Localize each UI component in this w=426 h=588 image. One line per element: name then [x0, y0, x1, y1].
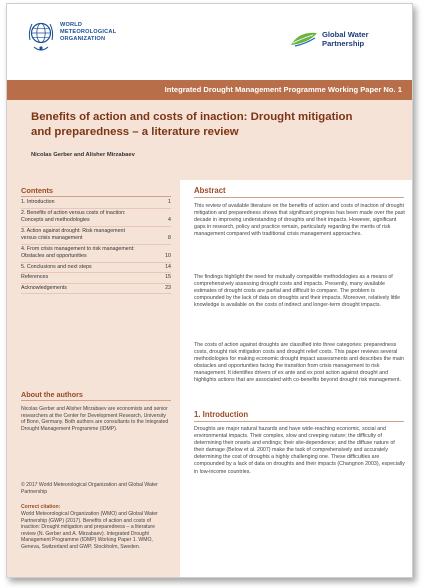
toc-item-page: 8 — [168, 235, 171, 242]
working-paper-band: Integrated Drought Management Programme Working Paper No. 1 — [7, 80, 413, 100]
sidebar-panel — [7, 180, 180, 578]
introduction-heading: 1. Introduction — [194, 410, 249, 419]
toc-item[interactable] — [21, 227, 171, 245]
abstract-paragraph: The findings highlight the need for mutually compatible methodologies as a means of comprehensively assessing drought costs and impacts. Presently, many available estimates of drought costs are partial and difficult to compare. The problem is compounded by the lack of data on droughts and their impacts. Moreover, relatively little knowledge is available on the costs of indirect and longer-term drought impacts. — [194, 274, 401, 309]
divider — [21, 196, 171, 197]
toc-item[interactable] — [21, 273, 171, 284]
toc-item-page: 23 — [165, 284, 171, 291]
table-of-contents — [21, 198, 171, 294]
wmo-logo-line: WORLD — [60, 22, 83, 28]
toc-item-page: 14 — [165, 263, 171, 270]
divider — [194, 197, 404, 198]
document-page — [6, 3, 413, 578]
gwp-logo — [289, 30, 369, 48]
about-text: Nicolas Gerber and Alisher Mirzabaev are economists and senior researchers at the Center for Development Research, University of Bonn, Germany. Both authors are consultants to the Integrated Drought Management Programme (IDMP). — [21, 406, 169, 432]
divider — [21, 400, 171, 401]
gwp-logo-text — [322, 30, 369, 48]
title-line: and preparedness – a literature review — [31, 126, 239, 138]
toc-item[interactable] — [21, 263, 171, 274]
contents-heading: Contents — [21, 186, 54, 195]
toc-item[interactable] — [21, 198, 171, 209]
wmo-logo-text — [60, 22, 116, 43]
abstract-paragraph: This review of available literature on the benefits of action and costs of inaction of drought mitigation and preparedness shows that significant progress has been made over the past decade in improving understanding of droughts and their impacts. However, significant gaps in research, policy and practice remain, particularly regarding the merits of risk management compared with traditional crisis management approaches. — [194, 203, 405, 238]
toc-item-label: References — [21, 274, 49, 281]
toc-item-label: Acknowledgements — [21, 284, 67, 291]
authors: Nicolas Gerber and Alisher Mirzabaev — [31, 152, 135, 158]
title-block — [7, 100, 413, 180]
toc-item-label: 5. Conclusions and next steps — [21, 263, 92, 270]
toc-item-page: 15 — [165, 274, 171, 281]
introduction-paragraph: Droughts are major natural hazards and have wide-reaching economic, social and environmental impacts. Their complex, slow and creeping nature; the difficulty of determining their onsets and endings; their site-dependence; and the diffuse nature of their damage (Below et al. 2007) make the task of comprehensively and accurately determining the cost of droughts a highly challenging one. These difficulties are compounded by a lack of data on droughts and their impacts (Changnon 2003), especially in low-income countries. — [194, 426, 405, 475]
divider — [194, 421, 404, 422]
toc-item-label: 3. Action against drought: Risk management versus crisis management — [21, 227, 125, 242]
wmo-emblem-icon — [27, 20, 55, 54]
toc-item-label: 2. Benefits of action versus costs of inaction: Concepts and methodologies — [21, 209, 126, 224]
gwp-logo-line: Global Water — [322, 30, 369, 39]
toc-item-page: 10 — [165, 253, 171, 260]
toc-item[interactable] — [21, 209, 171, 227]
abstract-heading: Abstract — [194, 186, 226, 195]
main-column — [180, 180, 413, 578]
wmo-logo — [27, 20, 116, 54]
toc-item-label: 1. Introduction — [21, 199, 55, 206]
wmo-logo-line: ORGANIZATION — [60, 36, 106, 42]
toc-item-page: 1 — [168, 199, 171, 206]
toc-item[interactable] — [21, 245, 171, 263]
gwp-leaf-icon — [289, 30, 319, 48]
copyright-text: © 2017 World Meteorological Organization and Global Water Partnership — [21, 482, 158, 495]
toc-item[interactable] — [21, 284, 171, 295]
citation-text: World Meteorological Organization (WMO) and Global Water Partnership (GWP) (2017). Benefits of action and costs of inaction: Drought mitigation and preparedness – a literature review (N. Gerber and A. Mirzabaev). Integrated Drought Management Programme (IDMP) Working Paper 1. WMO, Geneva, Switzerland and GWP, Stockholm, Sweden. — [21, 511, 158, 550]
about-heading: About the authors — [21, 390, 83, 399]
document-title — [31, 110, 401, 140]
citation-label: Correct citation: — [21, 504, 61, 510]
abstract-paragraph: The costs of action against droughts are classified into three categories: preparedness costs, drought risk mitigation costs and drought relief costs. This paper reviews several methodologies for making economic drought impact assessments and describes the main obstacles and opportunities facing the transition from crisis management to risk management. It identifies drivers of ex ante and ex post action against drought and highlights actions that are associated with co-benefits beyond drought risk management. — [194, 342, 404, 384]
wmo-logo-line: METEOROLOGICAL — [60, 29, 117, 35]
title-line: Benefits of action and costs of inaction: Drought mitigation — [31, 111, 353, 123]
toc-item-page: 4 — [168, 217, 171, 224]
gwp-logo-line: Partnership — [322, 39, 365, 48]
toc-item-label: 4. From crisis management to risk management: Obstacles and opportunities — [21, 245, 135, 260]
